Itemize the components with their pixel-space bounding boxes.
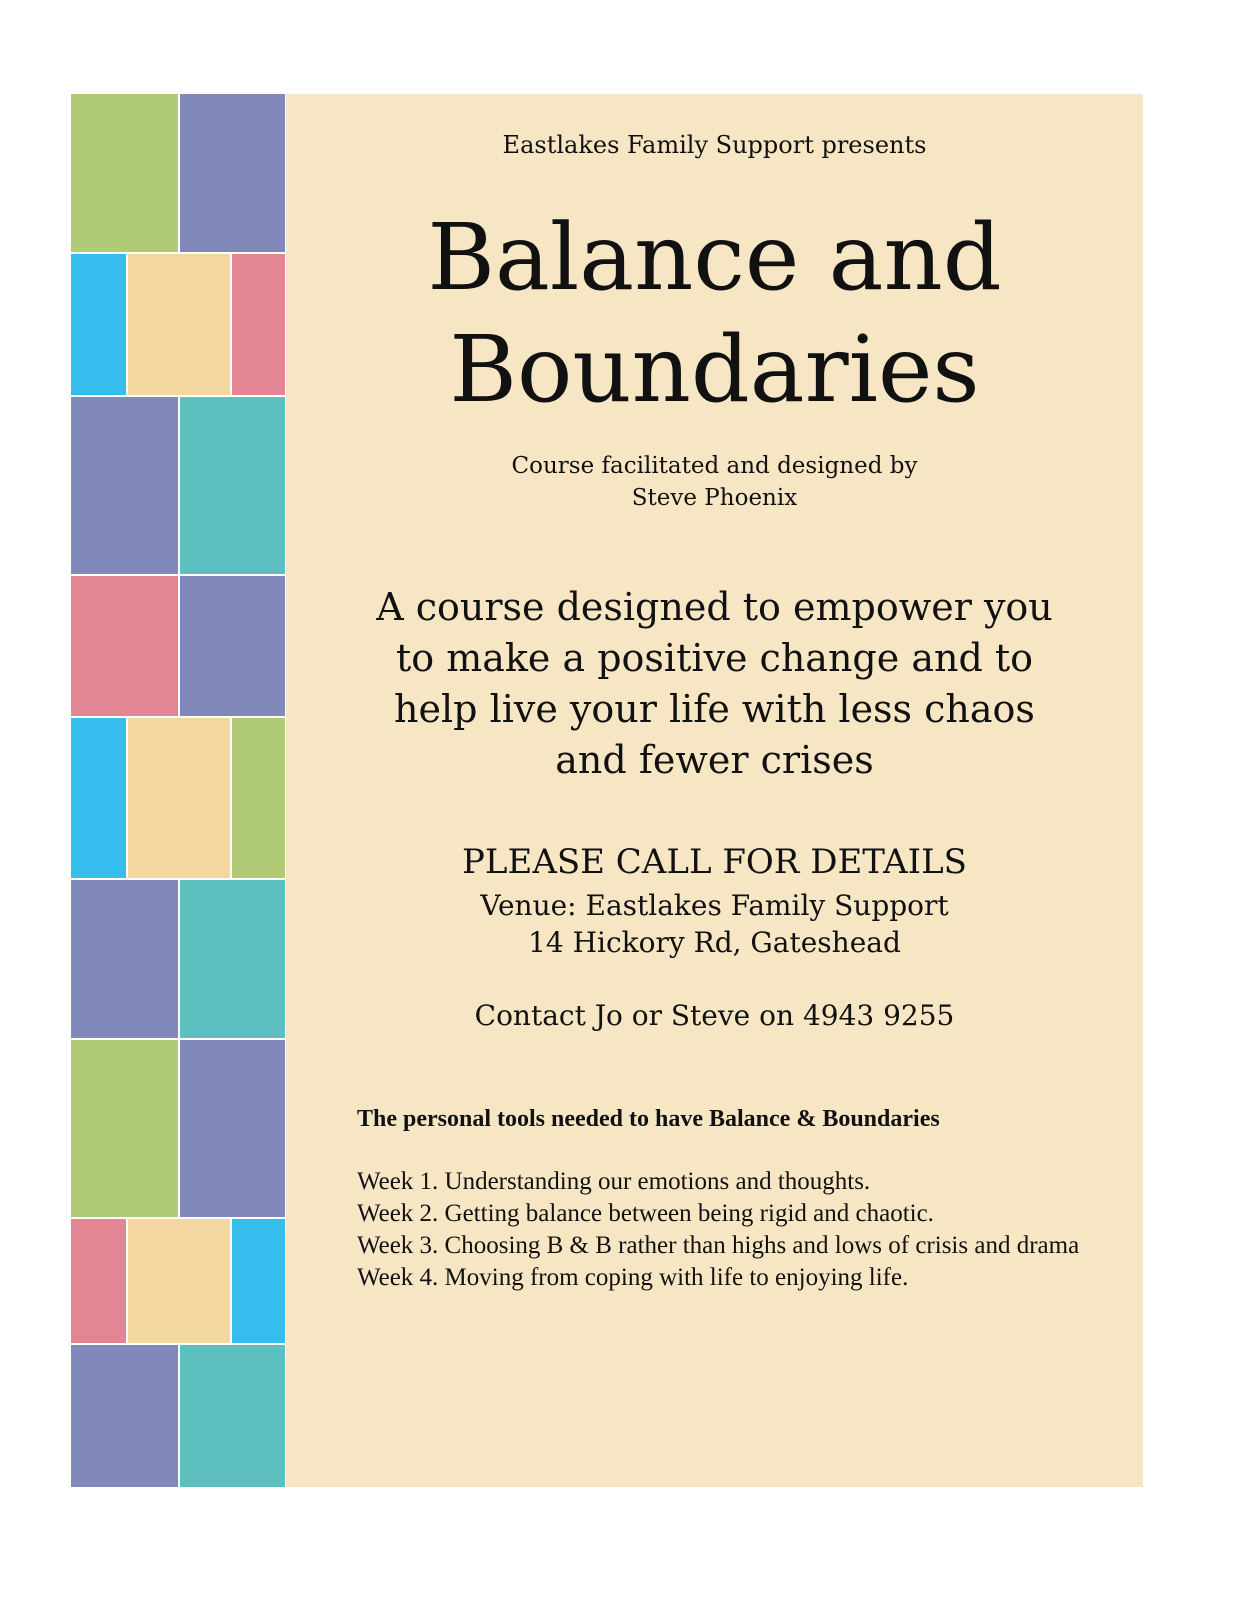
title-line: Boundaries [449, 316, 980, 423]
tile [180, 1345, 285, 1487]
tile [71, 576, 178, 716]
description-line: A course designed to empower you [376, 585, 1053, 629]
course-title [286, 202, 1143, 426]
decorative-tile-column [71, 94, 285, 1487]
week-item: Week 3. Choosing B & B rather than highs and lows of crisis and drama [357, 1232, 1080, 1259]
title-line: Balance and [427, 204, 1002, 311]
tile [71, 254, 126, 395]
tile [232, 718, 285, 878]
description-line: help live your life with less chaos [394, 687, 1035, 731]
contact-info: Contact Jo or Steve on 4943 9255 [474, 999, 955, 1032]
course-outline [357, 1104, 1117, 1294]
tile [71, 397, 178, 574]
description-line: and fewer crises [555, 738, 874, 782]
tile [180, 576, 285, 716]
venue-details [286, 887, 1143, 961]
outline-heading: The personal tools needed to have Balance & Boundaries [357, 1106, 940, 1132]
venue-name: Venue: Eastlakes Family Support [480, 889, 949, 922]
tile [71, 880, 178, 1038]
tile [71, 1219, 126, 1343]
week-item: Week 4. Moving from coping with life to enjoying life. [357, 1264, 909, 1291]
call-to-action: PLEASE CALL FOR DETAILS [462, 842, 967, 882]
tile [71, 1345, 178, 1487]
tile [232, 1219, 285, 1343]
tile [232, 254, 285, 395]
facilitator-credit [286, 450, 1143, 514]
tile [180, 1040, 285, 1217]
credit-line: Course facilitated and designed by [511, 453, 918, 479]
presenter-line: Eastlakes Family Support presents [502, 131, 927, 159]
tile [180, 94, 285, 252]
tile [71, 94, 178, 252]
course-description [286, 582, 1143, 786]
tile [180, 397, 285, 574]
tile [128, 718, 230, 878]
tile [180, 880, 285, 1038]
facilitator-name: Steve Phoenix [631, 485, 798, 511]
tile [128, 254, 230, 395]
tile [71, 718, 126, 878]
venue-address: 14 Hickory Rd, Gateshead [528, 926, 901, 959]
week-item: Week 2. Getting balance between being rigid and chaotic. [357, 1200, 934, 1227]
week-item: Week 1. Understanding our emotions and thoughts. [357, 1168, 871, 1195]
tile [71, 1040, 178, 1217]
description-line: to make a positive change and to [395, 636, 1034, 680]
flyer-content [286, 94, 1143, 1487]
tile [128, 1219, 230, 1343]
